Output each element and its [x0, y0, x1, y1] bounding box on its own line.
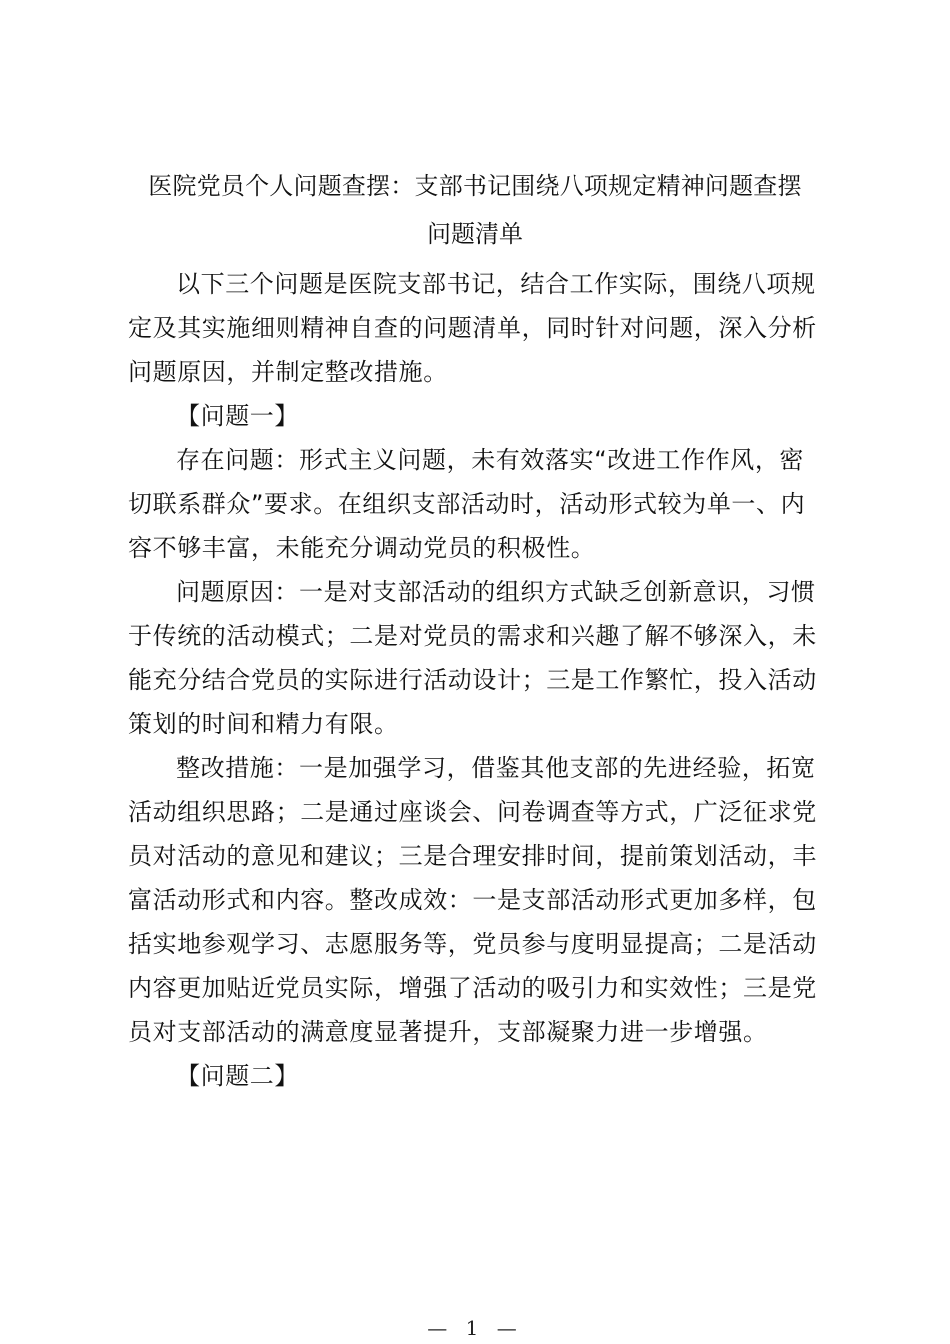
- document-title-line-1: 医院党员个人问题查摆：支部书记围绕八项规定精神问题查摆: [148, 172, 802, 200]
- problem-1-cause: 问题原因：一是对支部活动的组织方式缺乏创新意识，习惯于传统的活动模式；二是对党员的需求和兴趣了解不够深入，未能充分结合党员的实际进行活动设计；三是工作繁忙，投入活动策划的时间和精力有限。: [128, 578, 817, 738]
- problem-1-existing-issue: 存在问题：形式主义问题，未有效落实“改进工作作风，密切联系群众”要求。在组织支部活动时，活动形式较为单一、内容不够丰富，未能充分调动党员的积极性。: [128, 446, 806, 562]
- intro-paragraph: 以下三个问题是医院支部书记，结合工作实际，围绕八项规定及其实施细则精神自查的问题清单，同时针对问题，深入分析问题原因，并制定整改措施。: [128, 270, 817, 386]
- document-body: [128, 262, 822, 1098]
- document-title-line-2: 问题清单: [427, 220, 523, 248]
- problem-1-measures: 整改措施：一是加强学习，借鉴其他支部的先进经验，拓宽活动组织思路；二是通过座谈会、问卷调查等方式，广泛征求党员对活动的意见和建议；三是合理安排时间，提前策划活动，丰富活动形式和内容。整改成效：一是支部活动形式更加多样，包括实地参观学习、志愿服务等，党员参与度明显提高；二是活动内容更加贴近党员实际，增强了活动的吸引力和实效性；三是党员对支部活动的满意度显著提升，支部凝聚力进一步增强。: [128, 754, 817, 1046]
- problem-1-heading: 【问题一】: [176, 402, 299, 430]
- page-number: — 1 —: [427, 1316, 523, 1340]
- document-content: [128, 172, 822, 1098]
- problem-2-heading: 【问题二】: [176, 1062, 299, 1090]
